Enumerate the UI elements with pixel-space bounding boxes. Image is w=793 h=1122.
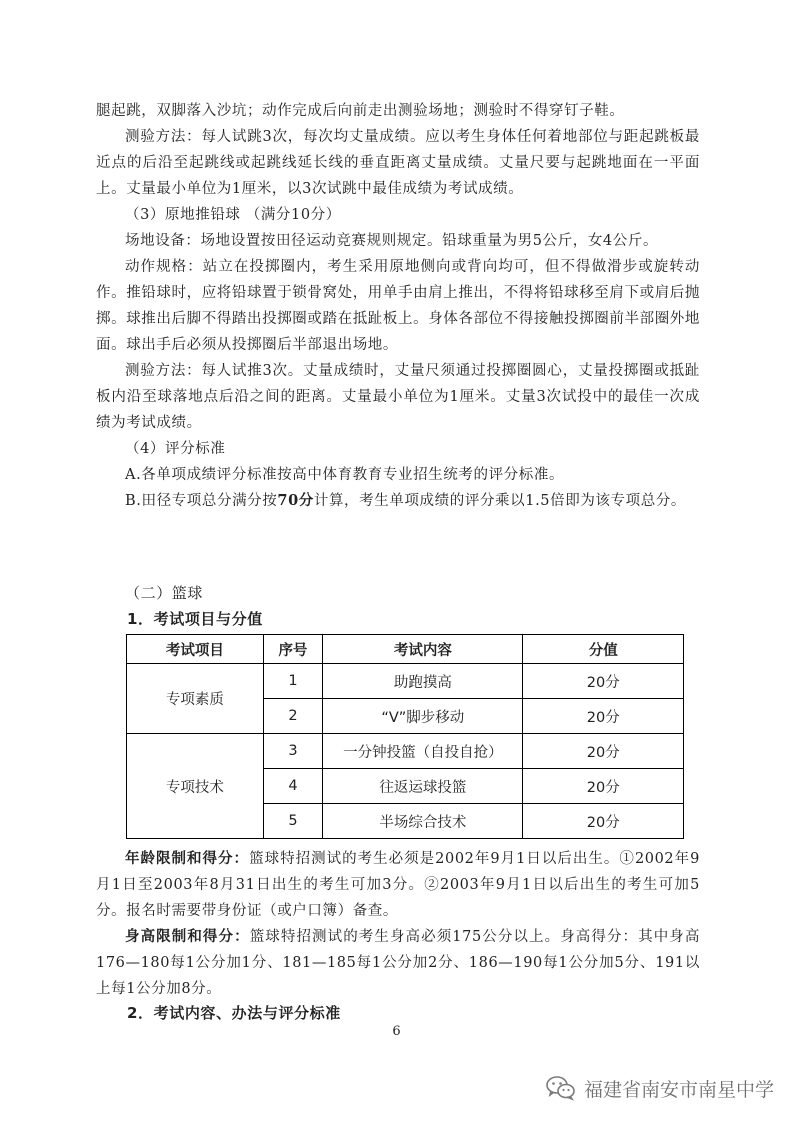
paragraph-scoring-b <box>96 488 700 514</box>
height-label: 身高限制和得分： <box>125 928 250 945</box>
paragraph-height-limit <box>96 924 700 1002</box>
age-text: 篮球特招测试的考生必须是2002年9月1日以后出生。①2002年9月1日至2003年8月31日出生的考生可加3分。②2003年9月1日以后出生的考生可加5分。报名时需要带身份证（或户口簿）备查。 <box>96 851 700 919</box>
group-cell-technique: 专项技术 <box>127 734 264 839</box>
cell-number: 3 <box>263 734 323 769</box>
cell-score: 20分 <box>523 734 684 769</box>
table-row <box>127 734 684 769</box>
header-exam-item: 考试项目 <box>127 635 264 664</box>
cell-number: 5 <box>263 804 323 839</box>
exam-items-table <box>126 634 684 839</box>
group-cell-quality: 专项素质 <box>127 664 264 734</box>
cell-number: 4 <box>263 769 323 804</box>
age-label: 年龄限制和得分： <box>125 850 250 867</box>
scoring-b-text-2: 计算，考生单项成绩的评分乘以1.5倍即为该专项总分。 <box>313 493 687 509</box>
page-number: 6 <box>392 1024 401 1039</box>
heading-exam-content: 2．考试内容、办法与评分标准 <box>127 1004 341 1022</box>
paragraph-shot-put-method: 测验方法：每人试推3次。丈量成绩时，丈量尺须通过投掷圈圆心，丈量投掷圈或抵趾板内沿至球落地点后沿之间的距离。丈量最小单位为1厘米。丈量3次试投中的最佳一次成绩为考试成绩。 <box>96 363 700 431</box>
header-content: 考试内容 <box>323 635 523 664</box>
cell-content: 往返运球投篮 <box>323 769 523 804</box>
section-subtitle-items: 1．考试项目与分值 <box>127 610 263 628</box>
cell-content: 半场综合技术 <box>323 804 523 839</box>
cell-score: 20分 <box>523 769 684 804</box>
watermark <box>546 1070 774 1106</box>
scoring-b-total-score: 70分 <box>277 492 314 509</box>
cell-score: 20分 <box>523 664 684 699</box>
header-number: 序号 <box>263 635 323 664</box>
paragraph-age-limit <box>96 846 700 924</box>
paragraph-scoring-a: A.各单项成绩评分标准按高中体育教育专业招生统考的评分标准。 <box>125 467 565 483</box>
wechat-icon <box>546 1075 576 1101</box>
table-row <box>127 664 684 699</box>
paragraph-long-jump-rules: 腿起跳，双脚落入沙坑；动作完成后向前走出测验场地；测验时不得穿钉子鞋。 <box>96 103 625 119</box>
paragraph-long-jump-method: 测验方法：每人试跳3次，每次均丈量成绩。应以考生身体任何着地部位与距起跳板最近点的后沿至起跳线或起跳线延长线的垂直距离丈量成绩。丈量尺要与起跳地面在一平面上。丈量最小单位为1厘米，以3次试跳中最佳成绩为考试成绩。 <box>96 129 700 197</box>
cell-number: 1 <box>263 664 323 699</box>
paragraph-shot-put-rules: 动作规格：站立在投掷圈内，考生采用原地侧向或背向均可，但不得做滑步或旋转动作。推铅球时，应将铅球置于锁骨窝处，用单手由肩上推出，不得将铅球移至肩下或肩后抛掷。球推出后脚不得踏出投掷圈或踏在抵趾板上。身体各部位不得接触投掷圈前半部圈外地面。球出手后必须从投掷圈后半部退出场地。 <box>96 259 700 353</box>
cell-score: 20分 <box>523 699 684 734</box>
cell-content: 一分钟投篮（自投自抢） <box>323 734 523 769</box>
cell-number: 2 <box>263 699 323 734</box>
heading-shot-put: （3）原地推铅球 （满分10分） <box>125 207 341 223</box>
header-score: 分值 <box>523 635 684 664</box>
section-title-basketball: （二）篮球 <box>125 584 204 602</box>
cell-content: 助跑摸高 <box>323 664 523 699</box>
cell-content: “V”脚步移动 <box>323 699 523 734</box>
watermark-text: 福建省南安市南星中学 <box>584 1078 775 1101</box>
scoring-b-text-1: B.田径专项总分满分按 <box>125 493 278 509</box>
height-text: 篮球特招测试的考生身高必须175公分以上。身高得分：其中身高176—180每1公分加1分、181—185每1公分加2分、186—190每1公分加5分、191以上每1公分加8分。 <box>96 929 700 997</box>
table-header-row <box>127 635 684 664</box>
cell-score: 20分 <box>523 804 684 839</box>
heading-scoring-standard: （4）评分标准 <box>125 441 226 457</box>
paragraph-shot-put-venue: 场地设备：场地设置按田径运动竞赛规则规定。铅球重量为男5公斤，女4公斤。 <box>125 233 659 249</box>
